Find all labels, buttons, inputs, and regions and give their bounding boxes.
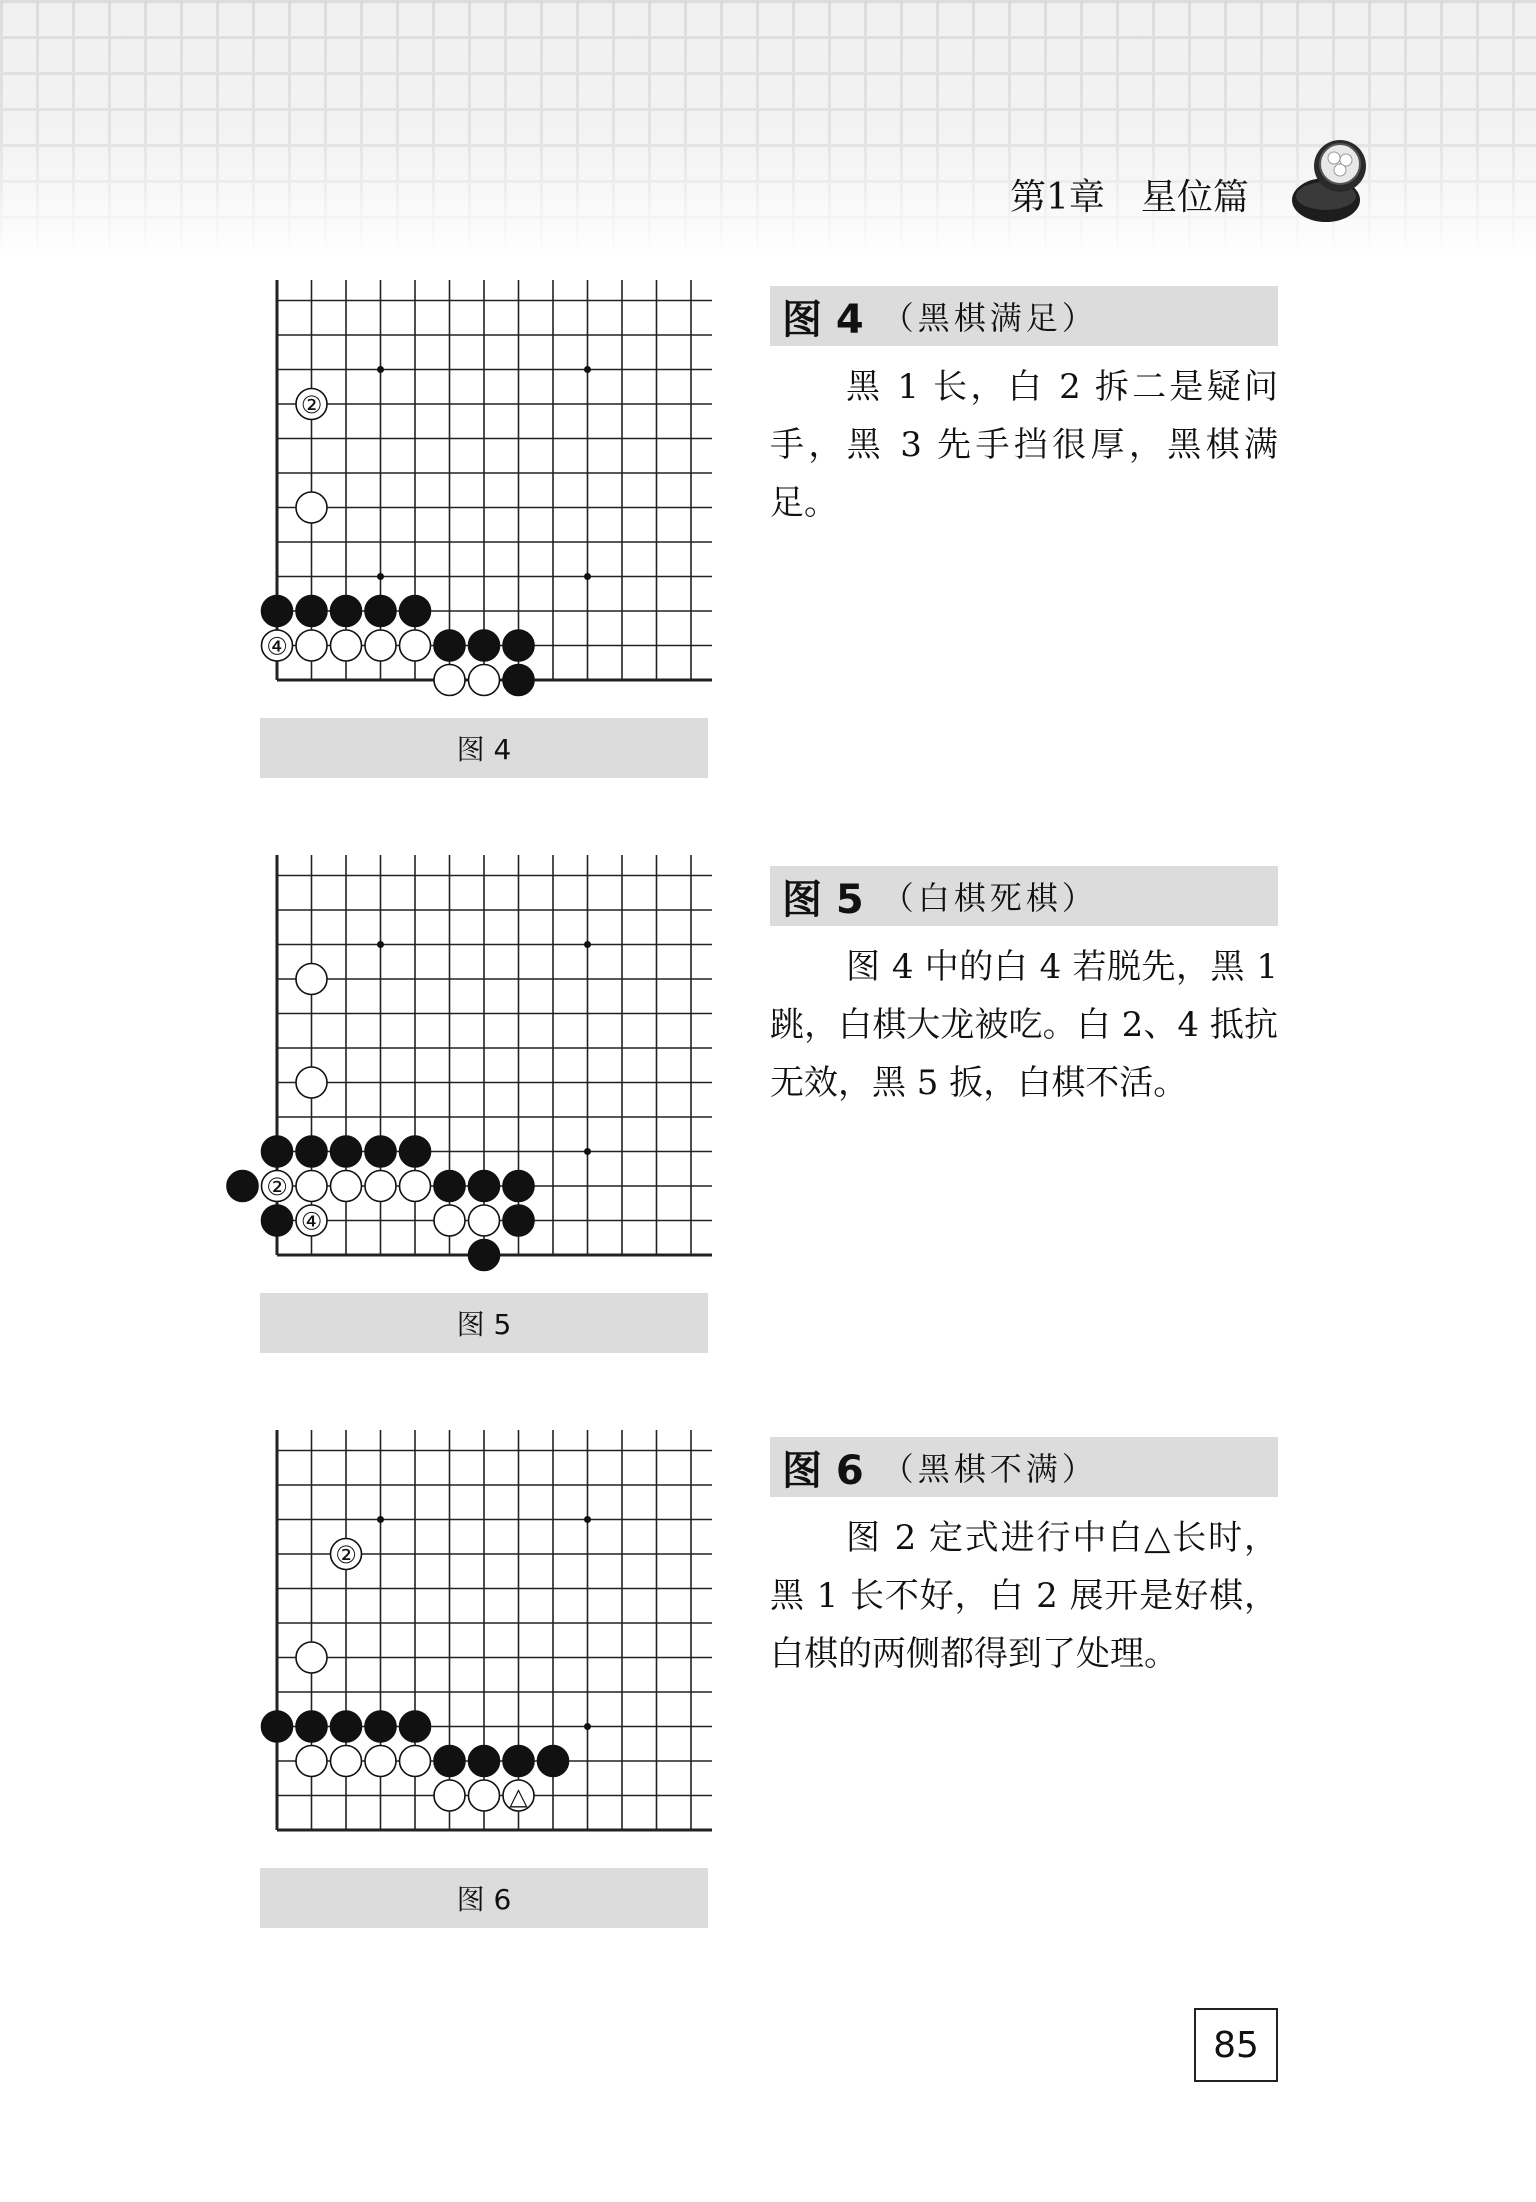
star-point [584,573,591,580]
black-stone [262,1711,293,1742]
stone-label: ❸ [231,1173,254,1201]
go-bowl-icon [1286,136,1370,226]
figure-heading-subtitle: （白棋死棋） [881,879,1098,917]
black-stone [434,630,465,661]
page-number: 85 [1194,2008,1278,2082]
white-stone [469,1205,500,1236]
black-stone [262,1136,293,1167]
black-stone [400,596,431,627]
figure-heading-5 [770,866,1278,926]
stone-label: ❸ [507,667,530,695]
figure-description-5: 图 4 中的白 4 若脱先，黑 1 跳，白棋大龙被吃。白 2、4 抵抗无效，黑 5 扳，白棋不活。 [770,947,1278,1103]
white-stone [469,1780,500,1811]
figure-heading-number: 图 4 [782,296,864,343]
figure-description-6: 图 2 定式进行中白△长时，黑 1 长不好，白 2 展开是好棋，白棋的两侧都得到了处理。 [770,1518,1278,1674]
star-point [584,1723,591,1730]
figure-caption-6: 图 6 [260,1868,708,1928]
go-board-figure-6 [262,1430,712,1840]
black-stone [503,665,534,696]
white-stone [331,1746,362,1777]
stone-label: ❺ [473,1242,495,1270]
figure-heading-subtitle: （黑棋不满） [881,1450,1098,1488]
black-stone [262,596,293,627]
star-point [584,941,591,948]
figure-heading-number: 图 5 [782,876,864,923]
white-stone [296,1205,327,1236]
stone-label: ② [335,1541,357,1569]
white-stone [400,1746,431,1777]
black-stone [503,1205,534,1236]
white-stone [331,1539,362,1570]
black-stone [227,1171,258,1202]
white-stone [400,1171,431,1202]
black-stone [538,1746,569,1777]
stone-label: ❶ [542,1748,564,1776]
star-point [377,573,384,580]
figure-heading-number: 图 6 [782,1447,864,1494]
black-stone [469,1746,500,1777]
black-stone [400,1711,431,1742]
white-stone [296,1746,327,1777]
black-stone [331,1136,362,1167]
black-stone [434,1746,465,1777]
white-stone [469,665,500,696]
white-stone [262,1171,293,1202]
black-stone [503,1746,534,1777]
star-point [377,366,384,373]
black-stone [365,596,396,627]
go-board-figure-5 [231,855,712,1270]
white-stone [365,1171,396,1202]
black-stone [469,630,500,661]
star-point [584,366,591,373]
black-stone [434,1171,465,1202]
white-stone [296,1171,327,1202]
star-point [377,1516,384,1523]
chapter-title: 第1章 星位篇 [1010,177,1249,218]
figure-heading-subtitle: （黑棋满足） [881,299,1098,337]
figure-heading-4 [770,286,1278,346]
white-stone [400,630,431,661]
white-stone [434,665,465,696]
black-stone [331,1711,362,1742]
stone-label: ② [300,391,323,419]
star-point [584,1148,591,1155]
black-stone [296,1136,327,1167]
stone-label: △ [509,1782,528,1811]
white-stone [296,389,327,420]
figure-caption-4: 图 4 [260,718,708,778]
black-stone [331,596,362,627]
white-stone [365,630,396,661]
black-stone [296,596,327,627]
star-point [584,1516,591,1523]
white-stone [296,630,327,661]
stone-label: ❶ [266,1207,288,1236]
black-stone [503,1171,534,1202]
black-stone [365,1711,396,1742]
white-stone [262,630,293,661]
black-stone [365,1136,396,1167]
white-stone [296,964,327,995]
figure-caption-5: 图 5 [260,1293,708,1353]
black-stone [503,630,534,661]
white-stone [296,1067,327,1098]
black-stone [262,1205,293,1236]
black-stone [400,1136,431,1167]
white-stone [365,1746,396,1777]
black-stone [469,1240,500,1271]
stone-label: ② [266,1173,288,1201]
figure-heading-6 [770,1437,1278,1497]
go-board-figure-4 [262,280,712,695]
stone-label: ④ [266,632,288,661]
stone-label: ④ [300,1207,323,1236]
white-stone [503,1780,534,1811]
star-point [377,941,384,948]
figure-description-4: 黑 1 长，白 2 拆二是疑问手，黑 3 先手挡很厚，黑棋满足。 [770,367,1278,523]
white-stone [434,1205,465,1236]
white-stone [331,1171,362,1202]
stone-label: ❶ [507,632,530,661]
white-stone [296,492,327,523]
white-stone [296,1642,327,1673]
black-stone [296,1711,327,1742]
white-stone [434,1780,465,1811]
white-stone [331,630,362,661]
black-stone [469,1171,500,1202]
